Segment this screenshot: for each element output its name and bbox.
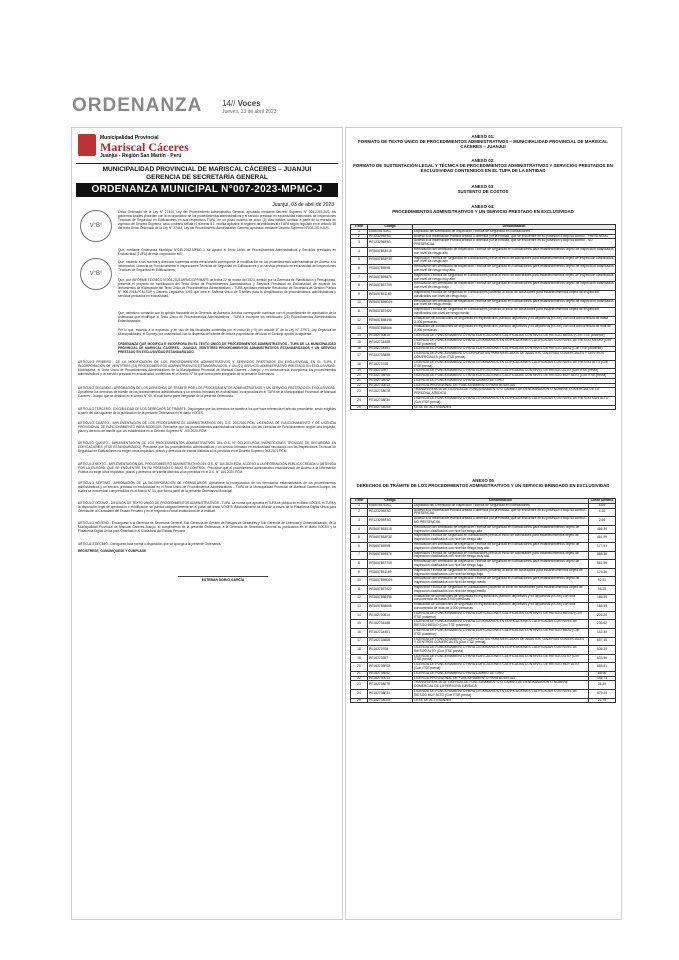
annex-01-body: FORMATO DE TEXTO ÚNICO DE PROCEDIMIENTOS ADMINISTRATIVOS – MUNICIPALIDAD PROVINCIAL DE MARISCAL CÁCERES – JUANJUI	[358, 139, 608, 150]
logo-name-text: Mariscal Cáceres	[100, 140, 189, 154]
table-cell: PE5657859876	[368, 551, 413, 560]
article-5: ARTÍCULO QUINTO.- IMPLEMENTACIÓN DE LOS PROCEDIMIENTOS ADMINISTRATIVOS DEL D.S. N° 043-2021-PCM, INSPECCIONES TÉCNICAS DE SEGURIDAD EN EDIFICACIONES (ITSE ESTANDARIZADO). Precísese que los procedimientos administrativos y un servicio brindado en exclusividad vinculados con las Inspecciones Técnicas de Seguridad en Edificaciones no exigen otros requisitos, plazos y derechos de trámite distintos a los previstos en el Decreto Supremo 043-2021-PCM.	[78, 441, 336, 454]
municipality-line-2: GERENCIA DE SECRETARÍA GENERAL	[146, 174, 268, 181]
column-header: Código	[368, 499, 413, 504]
table-row	[351, 405, 616, 410]
annex-05	[350, 478, 616, 488]
table-cell: 166.59	[589, 603, 616, 612]
annex-02-body: FORMATO DE SUSTENTACIÓN LEGAL Y TÉCNICA DE PROCEDIMIENTOS ADMINISTRATIVOS Y SERVICIOS PRESTADOS EN EXCLUSIVIDAD CONTENIDOS EN EL TUPA DE LA ENTIDAD	[353, 163, 613, 174]
table-cell: PE162730814	[368, 333, 413, 338]
table-cell: PE5657851169	[368, 568, 413, 577]
municipality-logo	[78, 134, 314, 162]
table-row	[351, 560, 616, 569]
table-cell: PE5657859D25	[368, 299, 413, 308]
annex-03	[350, 184, 616, 194]
table-cell: PE5657857022	[368, 585, 413, 594]
table-cell: Evaluación de condiciones de seguridad en espectáculos públicos deportivos y no deportivos (ECSE) con una concurrencia de más de 3,000 personas	[413, 325, 616, 334]
table-cell: PE5657858496	[368, 594, 413, 603]
table-cell: 533.96	[589, 654, 616, 663]
table-cell: PE16273397	[368, 654, 413, 663]
table-cell: 24	[351, 397, 368, 406]
table-cell: Inspección Técnica de Seguridad en Edificaciones posterior al inicio de actividades para establecimientos objeto de inspección clasificados con nivel de riesgo bajo	[413, 290, 616, 299]
table-cell: 2	[351, 508, 368, 517]
table-cell: LICENCIA DE FUNCIONAMIENTO PARA EDIFICACIONES CALIFICADAS CON NIVEL DE RIESGO MUY ALTO (Con ITSE previa)	[413, 374, 616, 379]
table-cell: PE5657857709	[368, 560, 413, 569]
table-row	[351, 698, 616, 703]
table-cell: Acceso a la Información Pública creada u obtenida por la entidad, que se encuentre en su posesión o bajo su control - PRESENCIAL	[414, 507, 587, 516]
table-row	[351, 585, 616, 594]
table-cell: Acceso a la Información Pública creada u obtenida por la entidad, que se encuentre en su posesión o bajo su control - PRESENCIAL	[413, 234, 616, 239]
table-cell: PE5657858496	[368, 316, 413, 325]
table-row	[351, 308, 616, 317]
table-cell: Evaluación de condiciones de seguridad en espectáculos públicos deportivos y no deportivos (ECSE) con una concurrencia de hasta 3,000 personas	[413, 594, 589, 603]
table-row	[351, 542, 616, 551]
signer-name: ESTEBAN DORIO GARCÍA	[201, 578, 245, 582]
signature-block	[168, 560, 288, 586]
table-cell: 14	[351, 611, 368, 620]
table-cell: PE16273807B	[368, 388, 413, 397]
table-cell: 13	[351, 325, 368, 334]
annex-05-body: DERECHOS DE TRÁMITE DE LOS PROCEDIMIENTOS ADMINISTRATIVOS Y UN SERVICIO BRINDADO EN EXCLUSIVIDAD	[356, 483, 610, 489]
table-cell: 18	[351, 360, 368, 369]
article-3: ARTÍCULO TERCERO.- EXIGIBILIDAD DE LOS DERECHOS DE TRÁMITE. Dispóngase que los derechos de trámite a los que hace referencia el artículo precedente, serán exigibles a partir del día siguiente de la publicación de la presente Ordenanza en el diario VOCES.	[78, 407, 336, 416]
table-cell: Inspección Técnica de Seguridad en Edificaciones previa al inicio de actividades para establecimientos objeto de inspección clasificados con nivel de riesgo alto	[413, 534, 589, 543]
table-row	[351, 646, 616, 655]
table-cell: 3	[351, 517, 368, 526]
signature-line	[178, 576, 268, 577]
table-cell: 11	[351, 308, 368, 317]
table-cell: 466.39	[589, 525, 616, 534]
table-cell: Inspección Técnica de Seguridad en Edificaciones posterior al inicio de actividades para establecimientos objeto de inspección clasificados con nivel de riesgo medio	[413, 308, 616, 317]
table-cell: LICENCIA DE FUNCIONAMIENTO PARA CESIONARIOS EN EDIFICACIONES CALIFICADAS CON NIVEL DE RIESGO ALTO (Con ITSE previa)	[413, 646, 589, 655]
table-cell: 17	[351, 352, 368, 361]
table-cell: Renovación del certificado de Inspección Técnica de Seguridad en Edificaciones para establecimientos objeto de inspección clasificados con nivel de riesgo medio	[414, 298, 614, 307]
table-cell: LICENCIA DE FUNCIONAMIENTO PARA CESIONARIOS EN EDIFICACIONES CALIFICADAS CON NIVEL DE RIESGO MEDIO (Con ITSE posterior)	[413, 620, 589, 629]
table-cell: 16	[351, 628, 368, 637]
table-row	[351, 517, 616, 526]
table-cell: PE5657853015	[368, 525, 413, 534]
table-cell: PE162730013	[368, 676, 413, 681]
table-cell: 7	[351, 551, 368, 560]
column-header: ITEM	[351, 225, 368, 230]
table-cell: 22.75	[589, 698, 616, 703]
table-cell: 961.59	[589, 560, 616, 569]
table-cell: E5657857DAC	[368, 229, 413, 234]
annex-01	[350, 134, 616, 150]
article-4: ARTÍCULO CUARTO.- IMPLEMENTACIÓN DE LOS PROCEDIMIENTOS ADMINISTRATIVOS DEL D.S. 200-2020-PCM, LICENCIAS DE FUNCIONAMIENTO Y DE LICENCIA PROVISIONAL DE FUNCIONAMIENTO PARA BODEGAS. Precísese que los procedimientos administrativos vinculados con las Licencias de Funcionamiento ningún otro requisito, plazo y derecho de trámite que los establecidos en el Decreto Supremo N° 200-2020-PCM.	[78, 421, 336, 434]
annex-04	[350, 204, 616, 214]
table-cell: 19	[351, 369, 368, 374]
table-cell: 697.45	[589, 637, 616, 646]
table-cell: 20	[351, 663, 368, 672]
table-cell: 9	[351, 290, 368, 299]
table-cell: Acceso a la Información Pública creada u obtenida por la entidad, que se encuentre en su posesión o bajo su control - NO PRESENCIAL	[413, 239, 616, 248]
table-cell: PE162735F08	[368, 663, 413, 672]
annex-sheet	[345, 127, 622, 920]
article-1: ARTÍCULO PRIMERO.- DE LA MODIFICACIÓN DE LOS PROCEDIMIENTOS ADMINISTRATIVOS Y SERVICIOS PRESTADOS EN EXCLUSIVIDAD EN EL TUPA E INCORPORACIÓN DE VEINTITRÉS (23) PROCEDIMIENTOS ADMINISTRATIVOS ESTANDARIZADOS, Y UN (01) SERVICIO ADMINISTRATIVO PRESTADO EN EXCLUSIVIDAD. Modifíquese, el Texto Único de Procedimientos Administrativos de la Municipalidad Provincial de Mariscal Cáceres - Juanjuí y en consecuencia incorpórese los procedimientos administrativos y un servicio prestado en exclusividad, contenidos en el Anexo N° 04 que forma parte integrante de la presente Ordenanza.	[78, 360, 336, 377]
table-cell: 1	[351, 503, 368, 508]
table-cell: LICENCIA DE FUNCIONAMIENTO PARA CESIONARIOS EN EDIFICACIONES CALIFICADAS CON NIVEL DE RIESGO MUY ALTO (Con ITSE previa)	[413, 397, 616, 406]
table-row	[351, 290, 616, 299]
table-cell: 12	[351, 316, 368, 325]
table-cell: Renovación del certificado de Inspección Técnica de Seguridad en Edificaciones para establecimientos objeto de inspección clasificados con nivel de riesgo alto	[413, 525, 589, 534]
table-cell: 23	[351, 681, 368, 690]
table-cell: 17	[351, 637, 368, 646]
column-header: Denominación	[413, 499, 589, 504]
table-row	[351, 247, 616, 256]
table-cell: 226.24	[589, 611, 616, 620]
table-cell: 7	[351, 273, 368, 282]
table-cell: Renovación del certificado de Inspección Técnica de Seguridad en Edificaciones para establecimientos objeto de inspección clasificados con nivel de riesgo bajo	[413, 560, 589, 569]
table-cell: Inspección Técnica de Seguridad en Edificaciones posterior al inicio de actividades para establecimientos objeto de inspección clasificados con nivel de riesgo bajo	[413, 568, 589, 577]
table-cell: Acceso a la Información Pública creada u obtenida por la entidad, que se encuentre en su posesión o bajo su control - NO PRESENCIAL	[414, 516, 587, 524]
table-cell: 5	[351, 256, 368, 265]
table-cell: Duplicado del Certificado de Inspección Técnica de Seguridad en Edificaciones	[413, 503, 589, 508]
table-row	[351, 603, 616, 612]
table-cell: E5657857DAC	[368, 503, 413, 508]
table-cell: 18	[351, 646, 368, 655]
ordinance-sheet	[71, 127, 343, 920]
article-8: ARTÍCULO OCTAVO.- DIFUSIÓN DE TEXTO ÚNICO DE PROCEDIMIENTOS ADMINISTRATIVOS - TUPA. La norma que aprueba el TUPA se publica en el diario VOCES, el TUPA y la disposición legal de aprobación o modificación se publica obligatoriamente en el portal del diario VOCES. Adicionalmente se difunde a través de la Plataforma Digital Única para Orientación al Ciudadano del Estado Peruano y en el respectivo Portal Institucional de la entidad.	[78, 501, 336, 514]
table-cell: 6	[351, 542, 368, 551]
table-cell: Evaluación de condiciones de seguridad en espectáculos públicos deportivos y no deportivos (ECSE) con una concurrencia de hasta 3,000 personas	[413, 316, 616, 325]
table-cell: 16	[351, 347, 368, 352]
fees-table	[350, 498, 616, 703]
table-cell: 25	[351, 405, 368, 410]
table-cell: 9	[351, 568, 368, 577]
table-cell: 8	[351, 282, 368, 291]
brand-title: ORDENANZA	[72, 95, 203, 116]
table-cell: 879.24	[589, 690, 616, 699]
table-cell: LICENCIA PROVISIONAL DE FUNCIONAMIENTO PARA BODEGAS	[413, 383, 616, 388]
logo-subtitle: Juanjuí - Región San Martín - Perú	[100, 153, 182, 159]
table-cell: PE162730814	[368, 611, 413, 620]
table-cell: 15	[351, 338, 368, 347]
closing-line: REGÍSTRESE, COMUNÍQUESE Y CÚMPLASE	[78, 549, 147, 553]
table-cell: 146.74	[589, 676, 616, 681]
table-cell: 22	[351, 676, 368, 681]
table-cell: 22	[351, 383, 368, 388]
table-cell: 888.38	[589, 551, 616, 560]
column-header: Costo Unitario	[589, 499, 616, 504]
table-cell: Renovación del certificado de Inspección Técnica de Seguridad en Edificaciones para establecimientos objeto de inspección clasificados con nivel de riesgo alto	[414, 246, 614, 255]
table-row	[351, 628, 616, 637]
table-cell: Duplicado del Certificado de Inspección Técnica de Seguridad en Edificaciones	[413, 229, 616, 234]
table-cell: 25	[351, 698, 368, 703]
table-cell: 20	[351, 374, 368, 379]
table-cell: PE16273448B	[368, 338, 413, 347]
table-cell: LICENCIA DE FUNCIONAMIENTO PARA EDIFICACIONES CALIFICADAS CON NIVEL DE RIESGO MUY ALTO (Con ITSE previa)	[413, 663, 589, 672]
table-cell: 14	[351, 333, 368, 338]
paragraph: Único Ordenado de la Ley N° 27444, Ley del Procedimiento Administrativo General, aprobado mediante Decreto Supremo N° 004-2019-JUS; los gobiernos locales proceden con la incorporación de los procedimientos administrativos y el servicio prestado en exclusividad elaborados de Inspecciones Técnicas de Seguridad en Edificaciones en sus respectivos TUPA, en un plazo máximo de cinco (5) días hábiles contado a partir de la entrada en vigencia del Decreto Supremo; caso contrario señala el numeral 5.1. resulta aplicable el régimen de entidades sin TUPA según regulado en el artículo 38 del texto Único Ordenado de la Ley N° 27444, Ley del Procedimiento Administrativo General, aprobado mediante Decreto Supremo N°004-2019-JUS;	[118, 210, 336, 231]
table-cell: LICENCIA DE FUNCIONAMIENTO PARA EDIFICACIONES CALIFICADAS CON NIVEL DE RIESGO ALTO (Con ITSE previa)	[413, 369, 616, 374]
annex-02-title: ANEXO 02:	[471, 158, 495, 163]
table-cell: PE5657851169	[368, 290, 413, 299]
edition-name: Voces	[237, 99, 261, 108]
annex-05-title: ANEXO 05	[472, 478, 494, 483]
table-cell: 177.51	[589, 542, 616, 551]
table-cell: TRANSFERENCIA DE LICENCIA DE FUNCIONAMIENTO O CAMBIO DE DENOMINACIÓN O NOMBRE COMERCIAL DE LA PERSONA JURÍDICA	[413, 681, 589, 690]
ordinance-title: ORDENANZA MUNICIPAL N°007-2023-MPMC-J	[76, 183, 338, 197]
table-cell: 15	[351, 620, 368, 629]
table-cell: PE162734D45	[368, 405, 413, 410]
table-cell: PE162738042	[368, 378, 413, 383]
table-cell: PE5657859876	[368, 273, 413, 282]
table-cell: PE5657858666	[368, 325, 413, 334]
table-cell: Renovación del certificado de Inspección Técnica de Seguridad en Edificaciones para establecimientos objeto de inspección clasificados con nivel de riesgo muy alto	[413, 542, 589, 551]
divider	[76, 163, 338, 164]
table-cell: 8	[351, 560, 368, 569]
table-cell: 2.66	[589, 517, 616, 526]
table-cell: PE16273708	[368, 360, 413, 369]
table-cell: 11	[351, 585, 368, 594]
table-cell: Renovación del certificado de Inspección Técnica de Seguridad en Edificaciones para establecimientos objeto de inspección clasificados con nivel de riesgo medio	[413, 577, 589, 586]
table-cell: PE16273708	[368, 646, 413, 655]
table-cell: PE16273388B	[368, 352, 413, 361]
table-cell: 481.99	[589, 534, 616, 543]
table-cell: LICENCIA DE FUNCIONAMIENTO PARA EDIFICACIONES CALIFICADAS CON NIVEL DE RIESGO BAJO (Con ITSE posterior)	[413, 347, 616, 352]
annex-03-body: SUSTENTO DE COSTOS	[457, 189, 509, 195]
table-cell: 10	[351, 299, 368, 308]
table-cell: LICENCIA DE FUNCIONAMIENTO CORPORATIVA PARA MERCADOS DE ABASTOS, GALERÍAS COMERCIALES Y CENTROS COMERCIALES (Con ITSE previa)	[413, 352, 616, 361]
table-cell: Inspección Técnica de Seguridad en Edificaciones previa al inicio de actividades para establecimientos objeto de inspección clasificados con nivel de riesgo alto	[413, 256, 616, 265]
annex-03-title: ANEXO 03:	[471, 184, 495, 189]
paragraph: Que, con INFORME TÉCNICO N°004-2023-MPMC/GPP/MAPS de fecha 22 de marzo del 2023, emitido por la Gerencia de Planificación y Presupuesto, presenta el proyecto de modificación del Texto Único de Procedimientos Administrativos y Servicios Prestados en Exclusividad; de acuerdo los lineamientos de elaboración del Texto Único de Procedimientos Administrativos – TUPA aprobado mediante Resolución de Secretaría de Gestión Pública N° 005-2018-PCM-SGP y Decreto Legislativo 1203 que crea el Sistema Único de Trámites para la simplificación de procedimientos administrativos y servicios prestados en exclusividad;	[118, 278, 336, 299]
ordinance-heading: ORDENANZA QUE MODIFICA E INCORPORA EN EL TEXTO ÚNICO DE PROCEDIMIENTOS ADMINISTRATIVOS - TUPA DE LA MUNICIPALIDAD PROVINCIAL DE MARISCAL CÁCERES - JUANJUÍ, VEINTITRÉS PROCEDIMIENTOS ADMINISTRATIVOS ESTANDARIZADOS Y UN SERVICIO PRESTADO EN EXCLUSIVIDAD ESTANDARIZADO.	[118, 342, 336, 355]
shield-icon	[78, 134, 96, 156]
table-row	[351, 265, 616, 274]
edition-label	[222, 99, 261, 108]
table-cell: PE162734D45	[368, 698, 413, 703]
table-cell: 236.62	[589, 620, 616, 629]
column-header: ITEM	[351, 499, 368, 504]
table-cell: 21	[351, 671, 368, 676]
table-cell: CESE DE ACTIVIDADES	[413, 405, 616, 410]
table-cell: 86.96	[589, 671, 616, 676]
table-cell: PE5657853F3E	[368, 256, 413, 265]
table-cell: 536.34	[589, 646, 616, 655]
paragraph: Por lo que, estando a lo expuesto, y en uso de las facultades conferidas por el inciso 8) y 9) del artículo 9° de la Ley N° 27972, Ley Orgánica de Municipalidades, el Concejo por unanimidad, con la dispensa del trámite de lectura y aprobación del Acta, el Concejo aprobó la siguiente:	[118, 328, 336, 337]
table-cell: PE16273448B	[368, 620, 413, 629]
paragraph: Que, mediante Ordenanza Municipal N°045-2012-MPMC-J, se aprobó el Texto Único de Procedimientos Administrativos y Servicios prestados en Exclusividad (TUPA) de esta corporación edil;	[118, 248, 336, 257]
table-cell: PE162738F30	[368, 397, 413, 406]
table-cell: 6	[351, 265, 368, 274]
edition-date: Jueves, 13 de abril 2023	[222, 109, 277, 115]
table-cell: 92.51	[589, 577, 616, 586]
article-9: ARTÍCULO NOVENO.- Encárguese a la Gerencia de Secretaría General, Sub Gerencia de Gestión de Riesgos de Desastres y Sub Gerencia de Licencias y Comercialización; de la Municipalidad Provincial de Mariscal Cáceres-Juanjuí, el cumplimiento de la presente Ordenanza; a la Gerencia de Secretaría General su publicación en el diario VOCES y la Plataforma Digital Única para Orientación al Ciudadano del Estado Peruano.	[78, 521, 336, 534]
table-cell: PE12329BFA3	[368, 234, 413, 239]
article-7: ARTÍCULO SÉPTIMO.- APROBACIÓN DE LA INCORPORACIÓN DE FORMULARIOS. Apruébese la incorporación de los formularios estandarizados de los procedimientos administrativos y un servicio prestado en exclusividad en el Texto Único de Procedimientos Administrativos – TUPA de la Municipalidad Provincial de Mariscal Cáceres-Juanjuí, los cuales se encuentran comprendidos en el Anexo N° 04, que forma parte de la presente Ordenanza Municipal.	[78, 481, 336, 494]
table-cell: PE5657853015	[368, 247, 413, 256]
annex-02	[350, 158, 616, 174]
table-cell: 19	[351, 654, 368, 663]
table-row	[351, 690, 616, 699]
table-cell: LICENCIA DE FUNCIONAMIENTO PARA EDIFICACIONES CALIFICADAS CON NIVEL DE RIESGO BAJO (Con ITSE posterior)	[413, 628, 589, 637]
table-cell: CESE DE ACTIVIDADES	[413, 698, 589, 703]
table-cell: PE162734451	[368, 347, 413, 352]
table-cell: PE5657853F3E	[368, 534, 413, 543]
table-cell: 36.49	[589, 681, 616, 690]
table-cell: PE5657859D25	[368, 577, 413, 586]
table-cell: 4.69	[589, 503, 616, 508]
paragraph: Que, asimismo contando con la opinión favorable de la Gerencia de Asesoría Jurídica corresponde continuar con el procedimiento de aprobación de la ordenanza que modifique el Texto Único de Procedimientos Administrativos - TUPA e incorpore los veinticuatro (24) Procedimientos Administrativos Estandarizados;	[118, 311, 336, 324]
table-cell: PE5657857709	[368, 282, 413, 291]
column-header: Código	[368, 225, 413, 230]
table-cell: LICENCIA DE FUNCIONAMIENTO PARA EDIFICACIONES CALIFICADAS CON NIVEL DE RIESGO ALTO (Con ITSE previa)	[413, 654, 589, 663]
table-cell: PE12329BFA3	[368, 517, 413, 526]
table-cell: 1	[351, 229, 368, 234]
table-cell: 13	[351, 603, 368, 612]
page-header	[72, 95, 632, 125]
table-cell: PE56578599B	[368, 265, 413, 274]
table-cell: LICENCIA DE FUNCIONAMIENTO PARA CESIONARIOS EN EDIFICACIONES CALIFICADAS CON NIVEL DE RIESGO MUY ALTO (Con ITSE previa)	[413, 690, 589, 699]
table-cell: LICENCIA DE FUNCIONAMIENTO PARA EDIFICACIONES CALIFICADAS CON NIVEL DE RIESGO MEDIO (Con ITSE posterior)	[413, 333, 616, 338]
table-cell: PE16273397	[368, 369, 413, 374]
table-cell: 23	[351, 388, 368, 397]
table-cell: LICENCIA DE FUNCIONAMIENTO PARA EDIFICACIONES CALIFICADAS CON NIVEL DE RIESGO MEDIO (Con ITSE posterior)	[413, 611, 589, 620]
table-cell: PE12329BFA3	[368, 239, 413, 248]
table-cell: PE162734451	[368, 628, 413, 637]
table-cell: 5	[351, 534, 368, 543]
table-cell: Evaluación de condiciones de seguridad en espectáculos públicos deportivos y no deportivos (ECSE) con una concurrencia de más de 3,000 personas	[413, 603, 589, 612]
table-cell: LICENCIA DE FUNCIONAMIENTO PARA CAMBIO DE GIRO	[413, 378, 616, 383]
table-cell: PE16273807B	[368, 681, 413, 690]
paragraph: Que, estando a las normas y dirección supremas antes mencionado corresponde la modificación de los procedimientos administrativos de Acceso a la Información; Licencia de Funcionamiento e Inspecciones Técnicas de Seguridad en Edificaciones y un servicio prestado en exclusividad del Inspecciones Técnicas de Seguridad en Edificaciones;	[118, 260, 336, 273]
table-cell: 10	[351, 577, 368, 586]
table-cell: PE162735F08	[368, 374, 413, 379]
table-cell: 24	[351, 690, 368, 699]
edition-number: 14//	[222, 99, 236, 108]
table-cell: 4	[351, 525, 368, 534]
table-cell: LICENCIA DE FUNCIONAMIENTO PARA CESIONARIOS EN EDIFICACIONES CALIFICADAS CON NIVEL DE RIESGO ALTO (Con ITSE previa)	[413, 360, 616, 369]
table-cell: Renovación del certificado de Inspección Técnica de Seguridad en Edificaciones para establecimientos objeto de inspección clasificados con nivel de riesgo bajo	[414, 281, 614, 290]
table-cell: 142.39	[589, 628, 616, 637]
table-cell: PE162738042	[368, 671, 413, 676]
table-cell: LICENCIA DE FUNCIONAMIENTO PARA CAMBIO DE GIRO	[413, 671, 589, 676]
ordinance-date: Juanjuí, 03 de abril de 2023	[272, 202, 334, 208]
approval-stamp-icon: V°B°	[80, 258, 112, 290]
table-cell: TRANSFERENCIA DE LICENCIA DE FUNCIONAMIENTO O CAMBIO DE DENOMINACIÓN O NOMBRE COMERCIAL DE LA PERSONA JURÍDICA	[413, 388, 616, 397]
table-cell: PE5657858666	[368, 603, 413, 612]
table-cell: 166.59	[589, 594, 616, 603]
annex-01-title: ANEXO 01:	[471, 134, 495, 139]
table-cell: 3	[351, 239, 368, 248]
table-cell: PE12329BFA3	[368, 508, 413, 517]
table-cell: PE56578599B	[368, 542, 413, 551]
table-cell: LICENCIA DE FUNCIONAMIENTO PARA CESIONARIOS EN EDIFICACIONES CALIFICADAS CON NIVEL DE RIESGO MEDIO (Con ITSE posterior)	[413, 338, 616, 347]
table-cell: PE162738F30	[368, 690, 413, 699]
table-cell: 865.81	[589, 663, 616, 672]
approval-stamp-icon: V°B°	[80, 210, 112, 242]
table-cell: PE5657857022	[368, 308, 413, 317]
annex-04-title: ANEXO 04:	[471, 204, 495, 209]
table-cell: 4.16	[589, 508, 616, 517]
table-cell: PE162730013	[368, 383, 413, 388]
municipality-line-1: MUNICIPALIDAD PROVINCIAL DE MARISCAL CÁCERES – JUANJUI	[102, 166, 312, 173]
table-cell: Inspección Técnica de Seguridad en Edificaciones previa al inicio de actividades para establecimientos objeto de inspección clasificados con nivel de riesgo muy alto	[413, 273, 616, 282]
annex-04-body: PROCEDIMIENTOS ADMINISTRATIVOS Y UN SERVICIO PRESTADO EN EXCLUSIVIDAD	[392, 209, 574, 215]
table-cell: LICENCIA PROVISIONAL DE FUNCIONAMIENTO PARA BODEGAS	[413, 676, 589, 681]
table-row	[351, 352, 616, 361]
article-10: ARTÍCULO DÉCIMO.- Deróguese toda norma o disposición que se oponga a la presente Ordenanza.	[78, 542, 222, 546]
table-cell: Inspección Técnica de Seguridad en Edificaciones posterior al inicio de actividades para establecimientos objeto de inspección clasificados con nivel de riesgo medio	[413, 585, 589, 594]
table-cell: 176.16	[589, 568, 616, 577]
procedures-table	[350, 224, 616, 410]
table-cell: Renovación del certificado de Inspección Técnica de Seguridad en Edificaciones para establecimientos objeto de inspección clasificados con nivel de riesgo muy alto	[414, 264, 614, 272]
table-row	[351, 397, 616, 406]
table-cell: Inspección Técnica de Seguridad en Edificaciones previa al inicio de actividades para establecimientos objeto de inspección clasificados con nivel de riesgo muy alto	[413, 551, 589, 560]
table-cell: 2	[351, 234, 368, 239]
article-2: ARTÍCULO SEGUNDO.- APROBACIÓN DE LOS DERECHOS DE TRÁMITE POR LOS PROCEDIMIENTOS ADMINISTRATIVOS Y UN SERVICIO PRESTADO EN EXCLUSIVIDAD. Apruébese los derechos de trámite de los procedimientos administrativos y un servicio brindado en exclusividad, incorporados en el TUPA de la Municipalidad Provincial de Mariscal Cáceres - Juanjuí que se detallan en el Anexo N° 05, el cual forma parte integrante de la presente Ordenanza.	[78, 386, 336, 399]
table-cell: 21	[351, 378, 368, 383]
logo-small-text: Municipalidad Provincial	[100, 135, 159, 141]
table-cell: 12	[351, 594, 368, 603]
article-6: ARTÍCULO SEXTO.- IMPLEMENTACIÓN DEL PROCEDIMIENTO ADMINISTRATIVO DEL D.S. N° 164-2020-PCM, ACCESO A LA INFORMACIÓN PÚBLICA CREADA U OBTENIDA POR LA ENTIDAD, QUE SE ENCUENTRE EN SU POSESIÓN O BAJO SU CONTROL. Precísese que el procedimiento administrativo estandarizado de Acceso a la Información Pública no exige otros requisitos, plazos y derechos de trámite distintos a los previstos en el D.S. N° 164-2020-PCM.	[78, 462, 336, 475]
table-cell: 4	[351, 247, 368, 256]
table-cell: PE16273388B	[368, 637, 413, 646]
municipality-heading	[78, 166, 336, 182]
table-cell: LICENCIA DE FUNCIONAMIENTO CORPORATIVA PARA MERCADOS DE ABASTOS, GALERÍAS COMERCIALES Y CENTROS COMERCIALES (Con ITSE previa)	[413, 637, 589, 646]
column-header: Denominación	[413, 225, 616, 230]
table-cell: 95.25	[589, 585, 616, 594]
